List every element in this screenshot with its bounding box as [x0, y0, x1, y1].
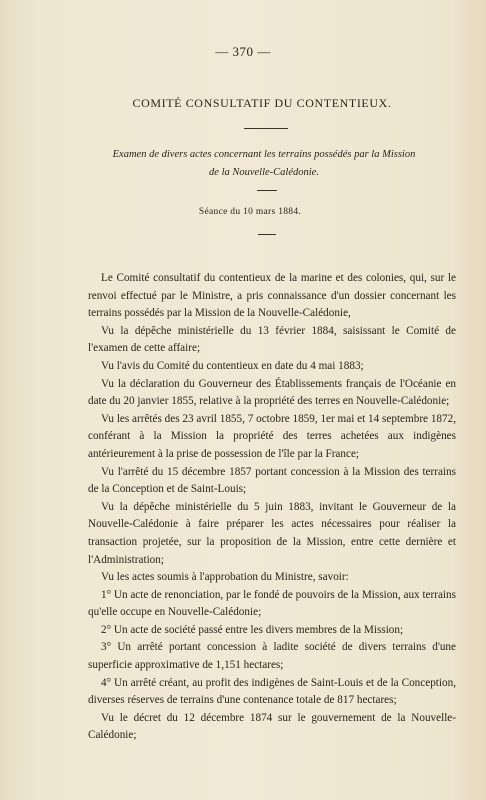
- paragraph: 4° Un arrêté créant, au profit des indigènes de Saint-Louis et de la Conception, diverses réserves de terrains d'une contenance totale de 817 hectares;: [88, 676, 456, 707]
- paragraph: Vu les arrêtés des 23 avril 1855, 7 octobre 1859, 1er mai et 14 septembre 1872, conférant à la Mission la propriété des terres achetées aux indigènes antérieurement à la prise de possession de l'île par la France;: [88, 412, 456, 460]
- paragraph: 1° Un acte de renonciation, par le fondé de pouvoirs de la Mission, aux terrains qu'elle occupe en Nouvelle-Calédonie;: [88, 588, 456, 619]
- paragraph: 2° Un acte de société passé entre les divers membres de la Mission;: [101, 623, 404, 636]
- paragraph: Vu la déclaration du Gouverneur des Établissements français de l'Océanie en date du 20 janvier 1855, relative à la propriété des terres en Nouvelle-Calédonie;: [88, 377, 456, 408]
- section-heading: COMITÉ CONSULTATIF DU CONTENTIEUX.: [132, 96, 392, 110]
- paragraph: Vu le décret du 12 décembre 1874 sur le gouvernement de la Nouvelle-Calédonie;: [88, 711, 456, 742]
- subtitle-line-1: Examen de divers actes concernant les terrains possédés par la Mission: [112, 149, 416, 160]
- body-text: [88, 270, 456, 745]
- paragraph: Vu la dépêche ministérielle du 5 juin 1883, invitant le Gouverneur de la Nouvelle-Calédonie à faire préparer les actes nécessaires pour réaliser la transaction projetée, sur la proposition de la Mission, entre cette dernière et l'Administration;: [88, 500, 456, 566]
- page-number: — 370 —: [215, 44, 271, 59]
- session-rule: [258, 234, 276, 235]
- heading-rule: [244, 128, 288, 129]
- paragraph: Vu l'avis du Comité du contentieux en date du 4 mai 1883;: [101, 359, 364, 372]
- paragraph: Vu l'arrêté du 15 décembre 1857 portant concession à la Mission des terrains de la Conception et de Saint-Louis;: [88, 465, 456, 496]
- subtitle-rule: [257, 190, 277, 191]
- subtitle-line-2: de la Nouvelle-Calédonie.: [209, 167, 319, 178]
- paragraph: Le Comité consultatif du contentieux de la marine et des colonies, qui, sur le renvoi effectué par le Ministre, a pris connaissance d'un dossier concernant les terrains possédés par la Mission de la Nouvelle-Calédonie,: [88, 272, 456, 320]
- paragraph: Vu les actes soumis à l'approbation du Ministre, savoir:: [101, 571, 349, 584]
- paragraph: 3° Un arrêté portant concession à ladite société de divers terrains d'une superficie approximative de 1,151 hectares;: [88, 641, 456, 672]
- session-date: Séance du 10 mars 1884.: [198, 207, 302, 217]
- subtitle: [90, 146, 438, 182]
- paragraph: Vu la dépêche ministérielle du 13 février 1884, saisissant le Comité de l'examen de cette affaire;: [88, 324, 456, 355]
